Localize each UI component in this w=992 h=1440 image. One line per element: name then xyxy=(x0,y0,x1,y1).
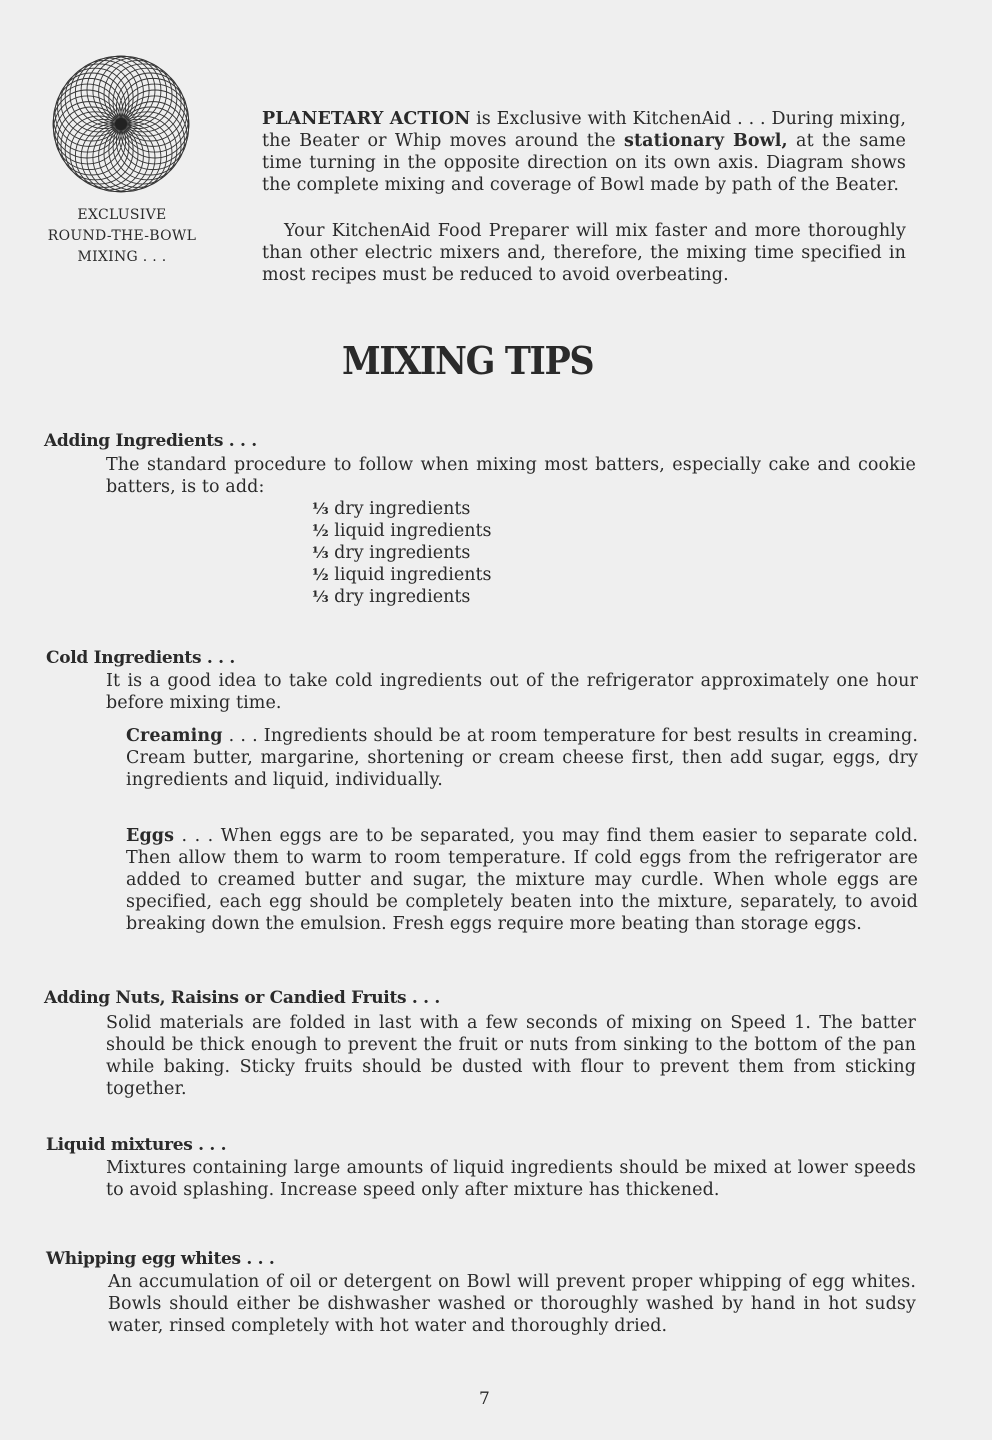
caption-line: MIXING . . . xyxy=(77,249,167,265)
caption-line: ROUND-THE-BOWL xyxy=(47,228,197,244)
section-heading-adding-ingredients: Adding Ingredients . . . xyxy=(44,431,257,451)
page-number: 7 xyxy=(479,1389,490,1409)
intro-text: is Exclusive with KitchenAid . . . During mixing, the Beater or Whip moves around the xyxy=(262,109,906,151)
intro-text: at the same time turning in the opposite direction on its own axis. Diagram shows the complete mixing and coverage of Bowl made by path of the Beater. xyxy=(262,131,906,195)
list-item xyxy=(312,520,492,542)
fraction: ⅓ xyxy=(312,543,329,562)
page-title: MIXING TIPS xyxy=(342,338,594,383)
eggs-paragraph xyxy=(126,825,918,935)
fraction: ⅓ xyxy=(312,587,329,606)
list-text: liquid ingredients xyxy=(328,565,492,585)
intro-paragraph-1 xyxy=(262,108,906,196)
section-heading-whipping-egg-whites: Whipping egg whites . . . xyxy=(46,1249,275,1269)
adding-nuts-text: Solid materials are folded in last with a few seconds of mixing on Speed 1. The batter should be thick enough to prevent the fruit or nuts from sinking to the bottom of the pan while baking. Sticky fruits should be dusted with flour to prevent them from sticking together. xyxy=(106,1013,916,1099)
intro-paragraph-2: Your KitchenAid Food Preparer will mix faster and more thoroughly than other electric mixers and, therefore, the mixing time specified in most recipes must be reduced to avoid overbeating. xyxy=(262,221,906,285)
eggs-lead: Eggs xyxy=(126,826,175,846)
liquid-mixtures-text: Mixtures containing large amounts of liquid ingredients should be mixed at lower speeds to avoid splashing. Increase speed only after mixture has thickened. xyxy=(106,1158,916,1200)
cold-ingredients-text: It is a good idea to take cold ingredients out of the refrigerator approximately one hour before mixing time. xyxy=(106,671,918,713)
creaming-lead: Creaming xyxy=(126,726,223,746)
fraction: ½ xyxy=(312,565,329,584)
list-text: liquid ingredients xyxy=(328,521,492,541)
section-heading-liquid-mixtures: Liquid mixtures . . . xyxy=(46,1135,227,1155)
list-item xyxy=(312,542,492,564)
stationary-bowl-bold: stationary Bowl, xyxy=(624,131,788,151)
section-heading-adding-nuts: Adding Nuts, Raisins or Candied Fruits . . . xyxy=(44,988,440,1008)
planetary-action-lead: PLANETARY ACTION xyxy=(262,109,471,129)
list-item xyxy=(312,498,492,520)
section-heading-cold-ingredients: Cold Ingredients . . . xyxy=(46,648,235,668)
caption-line: EXCLUSIVE xyxy=(77,207,167,223)
list-item xyxy=(312,586,492,608)
list-text: dry ingredients xyxy=(328,499,471,519)
creaming-text: . . . Ingredients should be at room temperature for best results in creaming. Cream butter, margarine, shortening or cream cheese first, then add sugar, eggs, dry ingredients and liquid, individually. xyxy=(126,726,918,790)
planetary-action-diagram xyxy=(46,52,196,202)
fraction: ½ xyxy=(312,521,329,540)
list-item xyxy=(312,564,492,586)
eggs-text: . . . When eggs are to be separated, you may find them easier to separate cold. Then allow them to warm to room temperature. If cold eggs from the refrigerator are added to creamed butter and sugar, the mixture may curdle. When whole eggs are specified, each egg should be completely beaten into the mixture, separately, to avoid breaking down the emulsion. Fresh eggs require more beating than storage eggs. xyxy=(126,826,918,934)
fraction: ⅓ xyxy=(312,499,329,518)
center-dot xyxy=(115,118,127,130)
adding-ingredients-text: The standard procedure to follow when mixing most batters, especially cake and cookie batters, is to add: xyxy=(106,455,916,497)
ingredient-order-list xyxy=(312,498,492,608)
whipping-egg-whites-text: An accumulation of oil or detergent on Bowl will prevent proper whipping of egg whites. Bowls should either be dishwasher washed or thoroughly washed by hand in hot sudsy water, rinsed completely with hot water and thoroughly dried. xyxy=(108,1272,916,1336)
list-text: dry ingredients xyxy=(328,587,471,607)
list-text: dry ingredients xyxy=(328,543,471,563)
creaming-paragraph xyxy=(126,725,918,791)
diagram-caption xyxy=(40,205,204,268)
